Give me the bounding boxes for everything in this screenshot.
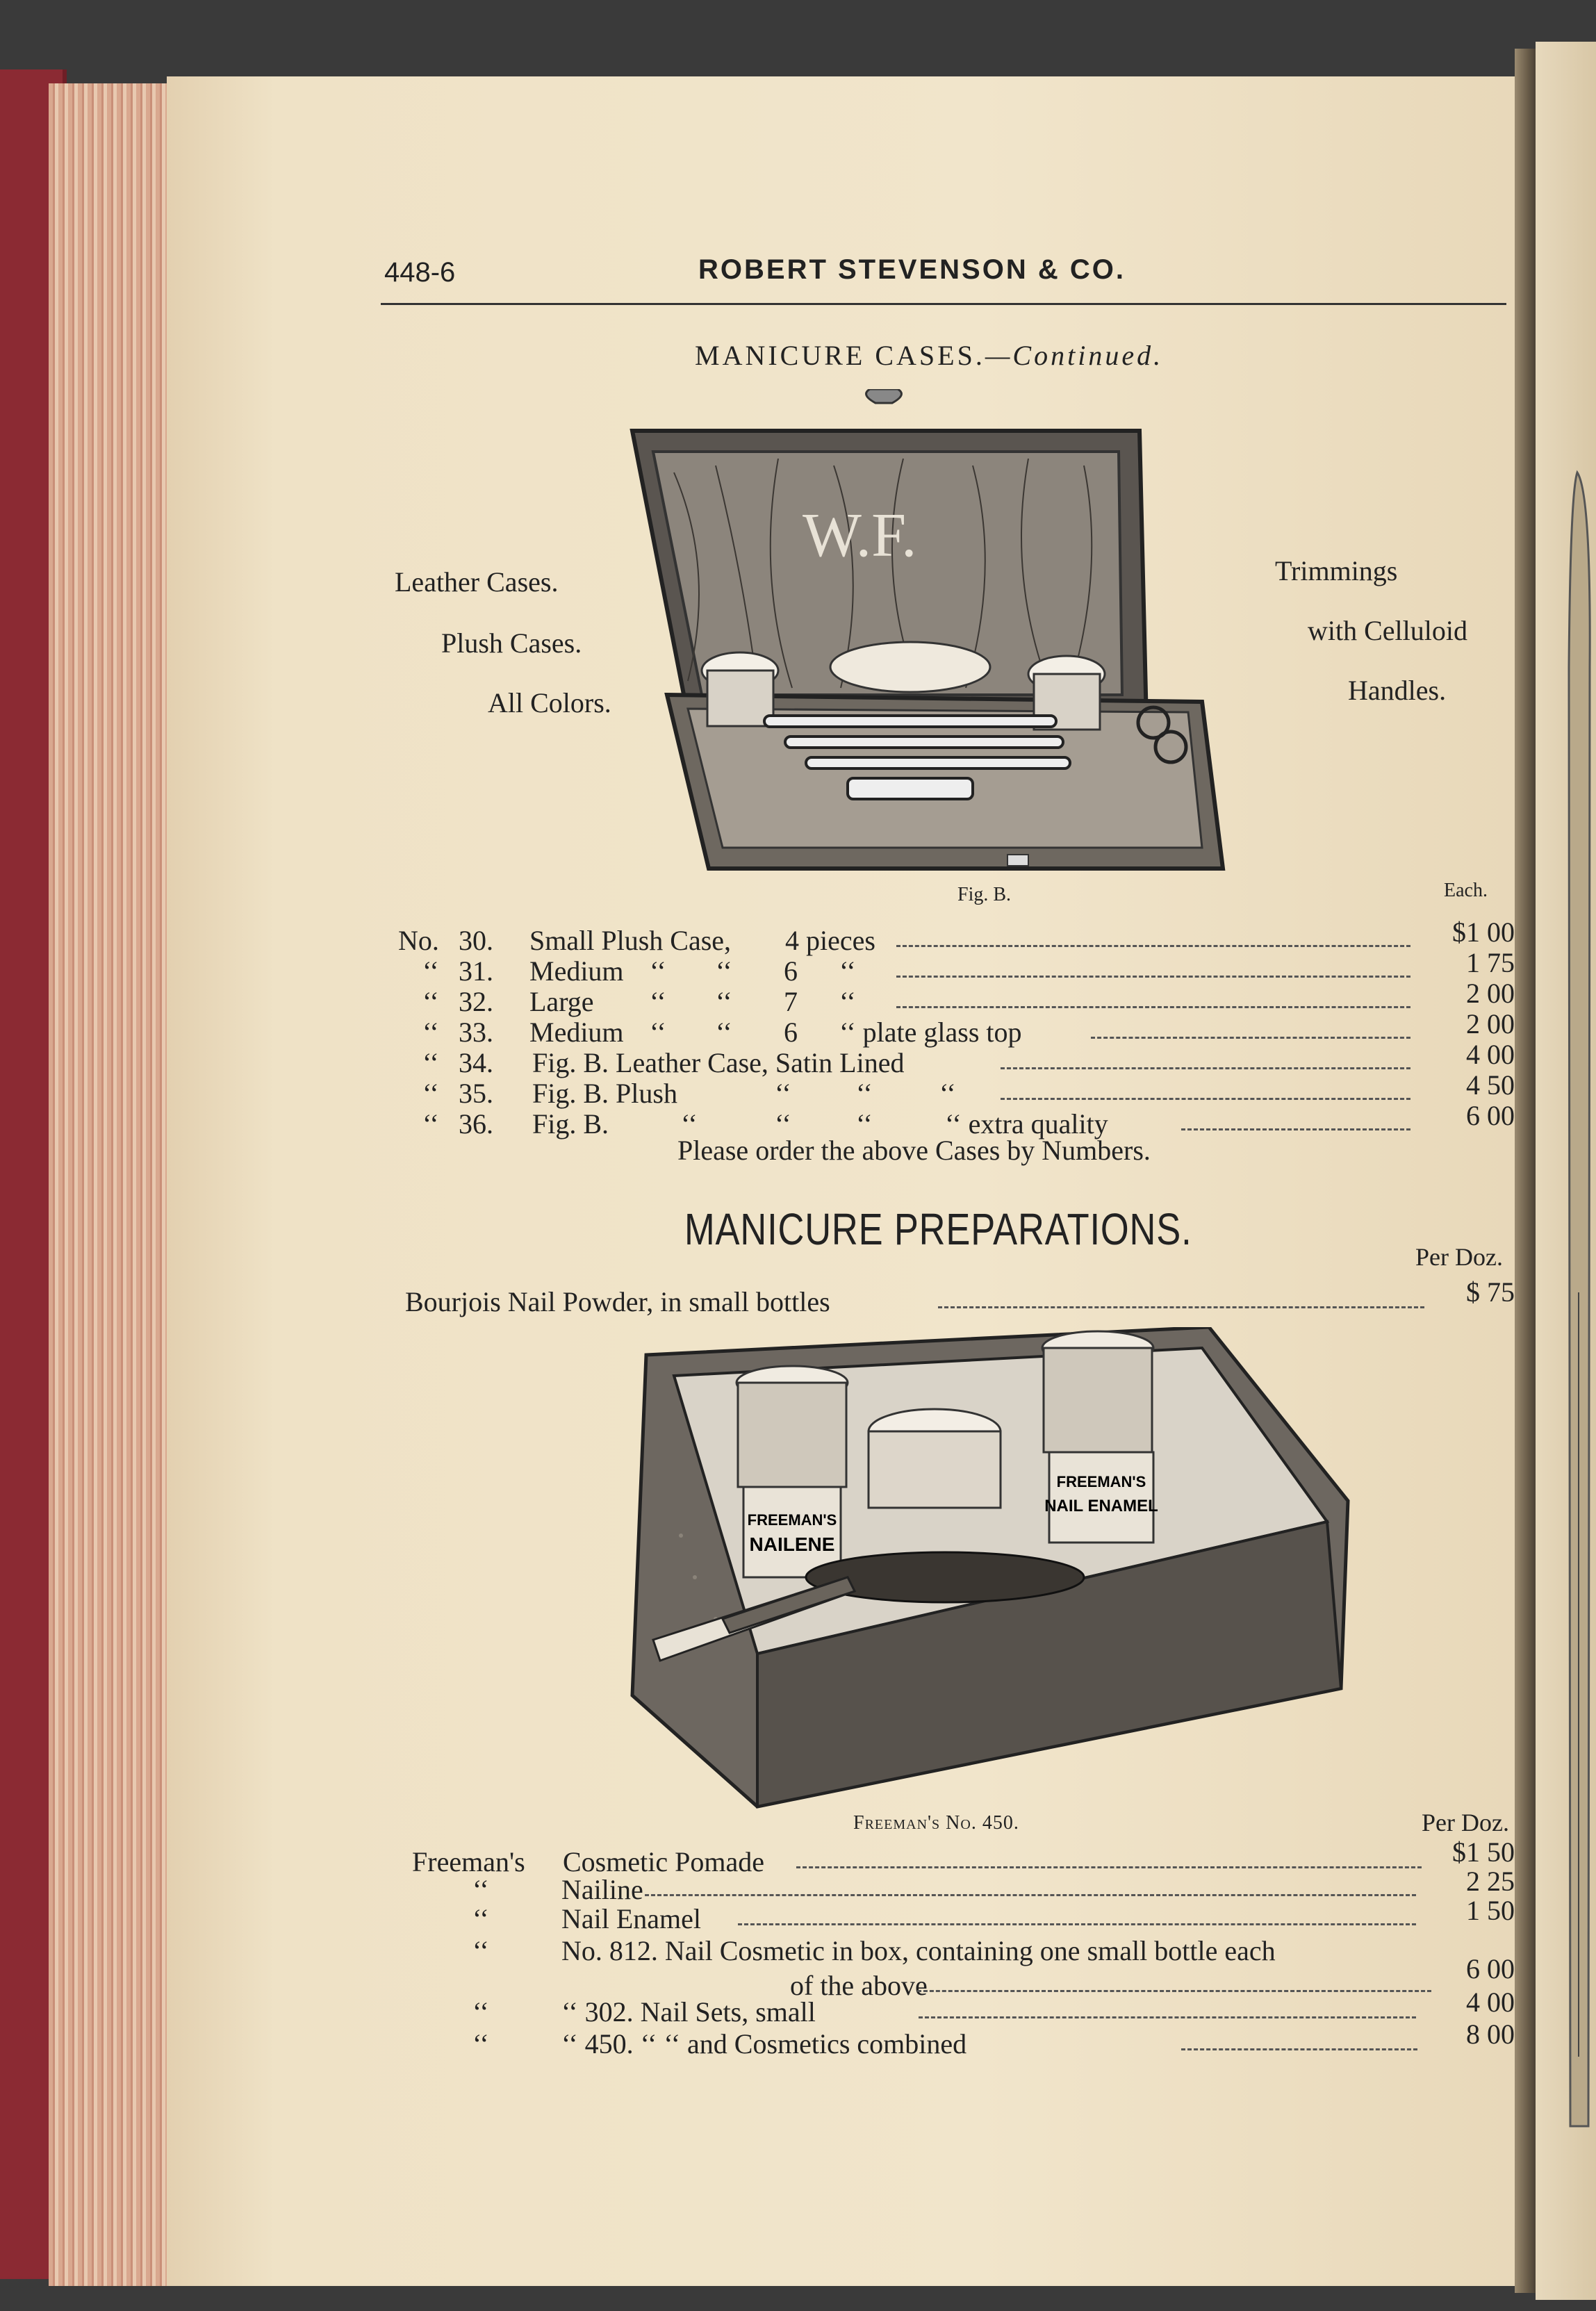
row-extra: ‘‘ extra quality (945, 1108, 1108, 1140)
row-prefix: ‘‘ (472, 1996, 489, 2028)
adjacent-page (1536, 42, 1596, 2300)
row-prefix: ‘‘ (422, 955, 439, 987)
row-desc: Small Plush Case, (529, 925, 732, 956)
row-prefix: ‘‘ (422, 1017, 439, 1048)
row-extra: ‘‘ (839, 986, 856, 1017)
row-desc-continued: of the above (790, 1970, 928, 2001)
leader-dots (1181, 2048, 1417, 2050)
row-ditto: ‘‘ (775, 1108, 791, 1140)
row-ditto: ‘‘ (650, 986, 666, 1017)
row-desc: Cosmetic Pomade (563, 1846, 764, 1877)
row-ditto: ‘‘ (856, 1078, 873, 1109)
row-count: 6 (784, 955, 798, 987)
running-head: ROBERT STEVENSON & CO. (698, 254, 1126, 285)
row-price: $1 00 (1452, 916, 1515, 948)
leader-dots (645, 1894, 1416, 1896)
row-number: 34. (459, 1047, 493, 1078)
leader-dots (919, 2016, 1416, 2018)
row-desc: Large (529, 986, 594, 1017)
row-number: 30. (459, 925, 493, 956)
row-desc: No. 812. Nail Cosmetic in box, containing one small bottle each (561, 1935, 1276, 1966)
header-rule (381, 303, 1506, 305)
row-number: 35. (459, 1078, 493, 1109)
row-number: 33. (459, 1017, 493, 1048)
row-price: 6 00 (1466, 1100, 1515, 1131)
row-prefix: ‘‘ (472, 1874, 489, 1905)
leader-dots (1001, 1067, 1410, 1069)
leader-dots (896, 976, 1410, 978)
row-extra: ‘‘ plate glass top (839, 1017, 1022, 1048)
row-count: ‘‘ (856, 1108, 873, 1140)
row-price: 4 00 (1466, 1987, 1515, 2018)
powder-price: $ 75 (1466, 1276, 1515, 1308)
row-ditto: ‘‘ (681, 1108, 698, 1140)
page-number: 448-6 (384, 257, 456, 288)
row-count: 6 (784, 1017, 798, 1048)
row-prefix: ‘‘ (422, 1078, 439, 1109)
leader-dots (1181, 1128, 1410, 1130)
row-desc: Nail Enamel (561, 1903, 702, 1934)
adjacent-page-illustration (1536, 42, 1596, 2300)
row-count: ‘‘ (939, 1078, 956, 1109)
cases-price-header: Each. (1444, 880, 1488, 901)
row-desc: ‘‘ 450. ‘‘ ‘‘ and Cosmetics combined (561, 2028, 967, 2059)
leader-dots (896, 945, 1410, 947)
row-desc: Medium (529, 1017, 624, 1048)
leader-dots (1091, 1037, 1410, 1039)
row-price: 4 50 (1466, 1069, 1515, 1101)
leader-dots (796, 1866, 1422, 1868)
cases-title-text: MANICURE CASES. (695, 340, 985, 371)
row-ditto: ‘‘ (775, 1078, 791, 1109)
row-count: 4 pieces (785, 925, 875, 956)
leader-dots (896, 1006, 1410, 1008)
leader-dots (738, 1923, 1416, 1925)
row-price: 2 00 (1466, 978, 1515, 1009)
row-prefix: ‘‘ (422, 986, 439, 1017)
row-prefix: Freeman's (412, 1846, 525, 1877)
row-prefix: ‘‘ (472, 2028, 489, 2059)
row-ditto: ‘‘ (716, 955, 732, 987)
row-extra: ‘‘ (839, 955, 856, 987)
row-prefix: ‘‘ (472, 1903, 489, 1934)
case-monogram: W.F. (803, 501, 917, 570)
fig-b-caption: Fig. B. (957, 884, 1012, 905)
row-price: 2 00 (1466, 1008, 1515, 1039)
row-ditto: ‘‘ (650, 1017, 666, 1048)
preparations-price-header-2: Per Doz. (1422, 1809, 1509, 1836)
note-trimmings: Trimmings (1275, 555, 1398, 586)
preparations-title: MANICURE PREPARATIONS. (684, 1204, 1192, 1254)
nailene-label: NAILENE (749, 1533, 835, 1555)
page-edges (49, 83, 181, 2286)
row-price: 6 00 (1466, 1953, 1515, 1984)
order-note: Please order the above Cases by Numbers. (677, 1135, 1151, 1166)
leader-dots (1001, 1098, 1410, 1100)
row-ditto: ‘‘ (716, 1017, 732, 1048)
row-desc: Fig. B. Plush (532, 1078, 677, 1109)
row-ditto: ‘‘ (716, 986, 732, 1017)
leader-dots (917, 1990, 1431, 1992)
enamel-label-top: FREEMAN'S (1056, 1473, 1146, 1490)
nailene-label-top: FREEMAN'S (747, 1511, 837, 1529)
row-prefix: No. (398, 925, 439, 956)
row-prefix: ‘‘ (472, 1935, 489, 1966)
row-price: 4 00 (1466, 1039, 1515, 1070)
note-handles: Handles. (1348, 675, 1447, 706)
note-plush: Plush Cases. (441, 627, 582, 659)
row-desc: ‘‘ 302. Nail Sets, small (561, 1996, 816, 2028)
row-desc: Nailine (561, 1874, 643, 1905)
note-colors: All Colors. (488, 687, 611, 718)
row-desc: Fig. B. (532, 1108, 609, 1140)
row-prefix: ‘‘ (422, 1047, 439, 1078)
note-celluloid: with Celluloid (1308, 615, 1467, 646)
row-number: 31. (459, 955, 493, 987)
enamel-label: NAIL ENAMEL (1044, 1497, 1158, 1515)
powder-desc: Bourjois Nail Powder, in small bottles (405, 1286, 830, 1317)
manicure-case-illustration (625, 389, 1278, 889)
note-leather: Leather Cases. (395, 566, 559, 598)
cases-title (695, 339, 1163, 372)
row-price: 1 50 (1466, 1895, 1515, 1926)
row-number: 36. (459, 1108, 493, 1140)
leader-dots (938, 1306, 1424, 1308)
freeman-450-illustration (556, 1327, 1362, 1814)
row-price: $1 50 (1452, 1836, 1515, 1868)
preparations-price-header: Per Doz. (1415, 1243, 1503, 1271)
row-price: 8 00 (1466, 2018, 1515, 2050)
cases-title-continued: —Continued. (985, 340, 1164, 371)
row-desc: Fig. B. Leather Case, Satin Lined (532, 1047, 905, 1078)
row-ditto: ‘‘ (650, 955, 666, 987)
row-number: 32. (459, 986, 493, 1017)
freeman-caption: Freeman's No. 450. (853, 1812, 1019, 1834)
row-count: 7 (784, 986, 798, 1017)
row-prefix: ‘‘ (422, 1108, 439, 1140)
row-desc: Medium (529, 955, 624, 987)
row-price: 1 75 (1466, 947, 1515, 978)
row-price: 2 25 (1466, 1866, 1515, 1897)
